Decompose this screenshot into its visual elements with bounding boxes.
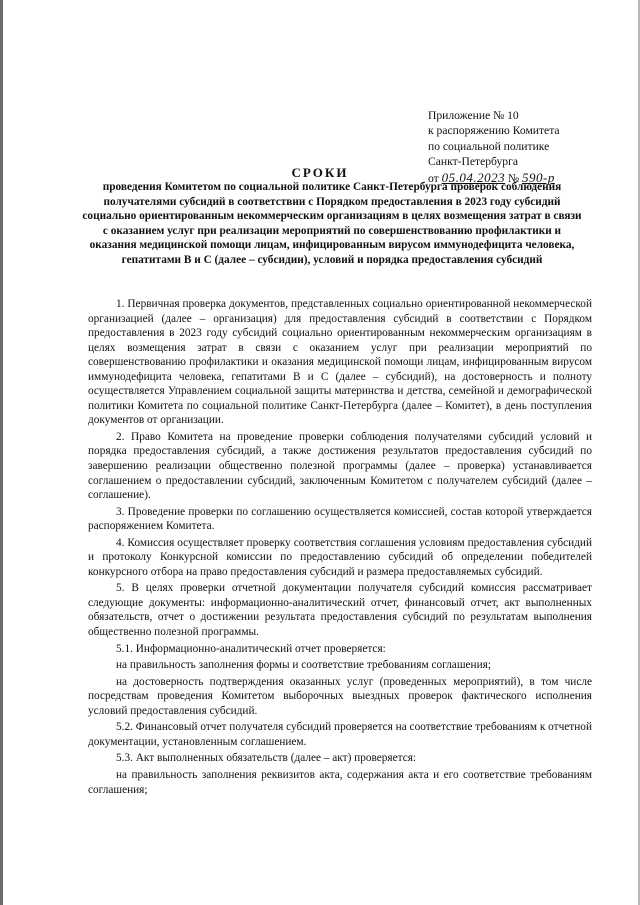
scan-edge-left — [0, 0, 3, 905]
handwritten-number: 590-р — [522, 169, 555, 185]
paragraph-4: 4. Комиссия осуществляет проверку соответствия соглашения условиям предоставления субсидий и протоколу Конкурсной комиссии по предоставлению субсидий об определении победителей конкурсного отбора на право предоставления субсидий и размера предоставляемых субсидий. — [88, 536, 592, 578]
document-body — [88, 297, 592, 799]
paragraph-3: 3. Проведение проверки по соглашению осуществляется комиссией, состав которой утверждается распоряжением Комитета. — [88, 505, 592, 533]
number-prefix: № — [508, 171, 520, 185]
paragraph-5-1-a: на правильность заполнения формы и соответствие требованиям соглашения; — [116, 659, 491, 672]
handwritten-date: 05.04.2023 — [441, 169, 506, 185]
annex-line-2: к распоряжению Комитета — [428, 124, 560, 138]
paragraph-5: 5. В целях проверки отчетной документации получателя субсидий комиссия рассматривает следующие документы: информационно-аналитический отчет, финансовый отчет, акт выполненных обязательств, отчет о достижении результата предоставления субсидий по результатам выполнения общественно полезной программы. — [88, 582, 592, 639]
paragraph-1: 1. Первичная проверка документов, представленных социально ориентированной некоммерческой организацией (далее – организация) для предоставления субсидий в соответствии с Порядком предоставления в 2023 году субсидий социально ориентированным некоммерческим организациям в целях возмещения затрат в связи с оказанием услуг при реализации мероприятий по совершенствованию профилактики и оказания медицинской помощи лицам, инфицированным вирусом иммунодефицита человека, гепатитами В и С (далее – субсидий), на достоверность и полноту осуществляется Управлением социальной защиты материнства и детства, семейной и демографической политики Комитета по социальной политике Санкт-Петербурга (далее – Комитет), в день поступления документов от организации. — [88, 298, 592, 427]
annex-line-3: по социальной политике — [428, 139, 550, 153]
paragraph-5-3: 5.3. Акт выполненных обязательств (далее – акт) проверяется: — [116, 752, 417, 765]
paragraph-2: 2. Право Комитета на проведение проверки соблюдения получателями субсидий условий и порядка предоставления субсидий, а также достижения результатов предоставления субсидий по завершению реализации общественно полезной программы (далее – проверка) устанавливается соглашением о предоставлении субсидий, заключенным Комитетом с получателем субсидий (далее – соглашение). — [88, 430, 592, 502]
annex-line-1: Приложение № 10 — [428, 109, 519, 122]
annex-line-4: Санкт-Петербурга — [428, 155, 518, 169]
date-prefix: от — [428, 171, 439, 185]
paragraph-5-3-a: на правильность заполнения реквизитов акта, содержания акта и его соответствие требованиям соглашения; — [88, 768, 592, 796]
document-heading: проведения Комитетом по социальной политике Санкт-Петербурга проверок соблюдения получателями субсидий в соответствии с Порядком предоставления в 2023 году субсидий социально ориентированным некоммерческим организациям в целях возмещения затрат в связи с оказанием услуг при реализации мероприятий по совершенствованию профилактики и оказания медицинской помощи лицам, инфицированным вирусом иммунодефицита человека, гепатитами В и С (далее – субсидии), условий и порядка предоставления субсидий — [82, 181, 582, 266]
paragraph-5-2: 5.2. Финансовый отчет получателя субсидий проверяется на соответствие требованиям к отчетной документации, установленным соглашением. — [88, 721, 592, 748]
paragraph-5-1-b: на достоверность подтверждения оказанных услуг (проведенных мероприятий), в том числе посредствам проведения Комитетом выборочных выездных проверок фактического исполнения условий предоставления субсидий. — [88, 675, 592, 717]
paragraph-5-1: 5.1. Информационно-аналитический отчет проверяется: — [116, 642, 386, 655]
document-title: СРОКИ — [291, 165, 349, 180]
